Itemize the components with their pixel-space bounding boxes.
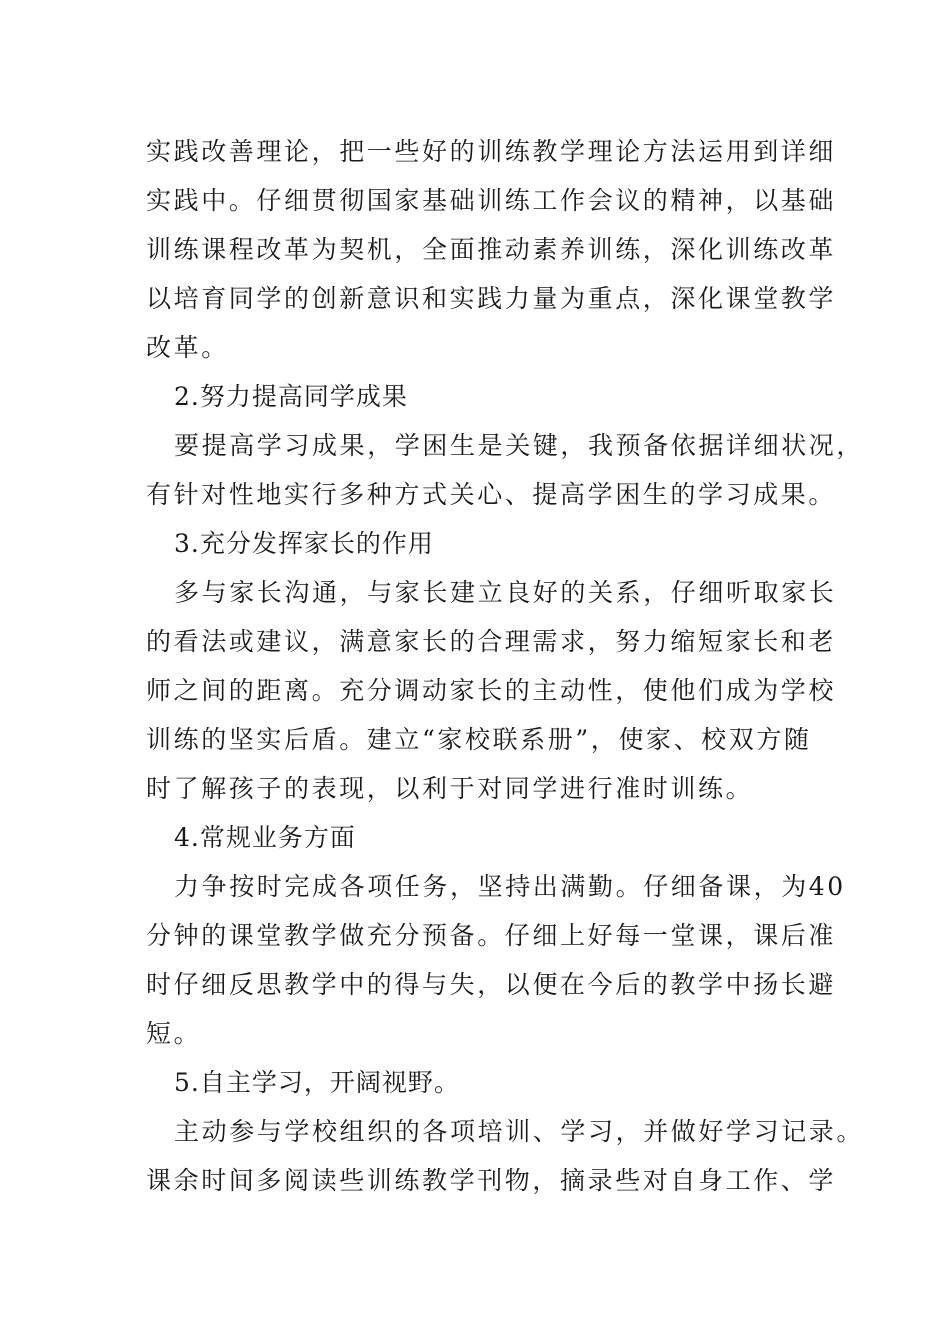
body-line: 实践改善理论，把一些好的训练教学理论方法运用到详细	[146, 137, 837, 166]
body-line: 师之间的距离。充分调动家长的主动性，使他们成为学校	[146, 676, 837, 705]
body-line: 的看法或建议，满意家长的合理需求，努力缩短家长和老	[146, 627, 837, 656]
paragraph-first-line: 力争按时完成各项任务，坚持出满勤。仔细备课，为40	[174, 872, 846, 901]
body-line: 训练的坚实后盾。建立“家校联系册”，使家、校双方随	[146, 725, 812, 754]
body-line: 训练课程改革为契机，全面推动素养训练，深化训练改革	[146, 235, 837, 264]
paragraph-first-line: 多与家长沟通，与家长建立良好的关系，仔细听取家长	[174, 578, 837, 607]
body-line: 时仔细反思教学中的得与失，以便在今后的教学中扬长避	[146, 970, 837, 999]
document-body	[146, 127, 865, 1205]
section-heading: 4.常规业务方面	[174, 823, 356, 852]
body-line: 以培育同学的创新意识和实践力量为重点，深化课堂教学	[146, 284, 837, 313]
paragraph-first-line: 要提高学习成果，学困生是关键，我预备依据详细状况，	[174, 431, 865, 460]
body-line: 分钟的课堂教学做充分预备。仔细上好每一堂课，课后准	[146, 921, 837, 950]
body-line: 课余时间多阅读些训练教学刊物，摘录些对自身工作、学	[146, 1166, 837, 1195]
section-heading: 3.充分发挥家长的作用	[174, 529, 434, 558]
body-line: 时了解孩子的表现，以利于对同学进行准时训练。	[146, 774, 754, 803]
section-heading: 5.自主学习，开阔视野。	[174, 1068, 460, 1097]
body-line: 改革。	[146, 333, 229, 362]
body-line: 有针对性地实行多种方式关心、提高学困生的学习成果。	[146, 480, 837, 509]
body-line: 短。	[146, 1019, 202, 1048]
body-line: 实践中。仔细贯彻国家基础训练工作会议的精神，以基础	[146, 186, 837, 215]
paragraph-first-line: 主动参与学校组织的各项培训、学习，并做好学习记录。	[174, 1117, 865, 1146]
section-heading: 2.努力提高同学成果	[174, 382, 408, 411]
